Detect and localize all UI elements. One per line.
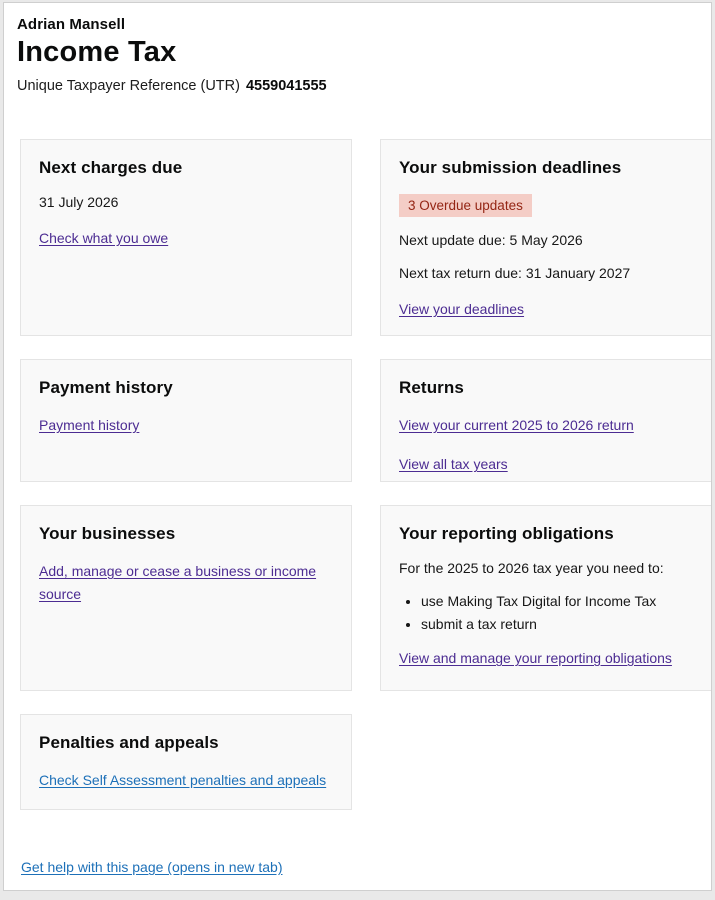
check-what-you-owe-link[interactable]: Check what you owe (39, 230, 169, 246)
utr-value: 4559041555 (245, 78, 327, 94)
obligations-list (421, 593, 693, 632)
card-returns (380, 359, 712, 482)
card-title: Payment history (39, 378, 173, 397)
add-manage-cease-business-link[interactable]: Add, manage or cease a business or income source (39, 563, 317, 603)
obligation-item: • submit a tax return (421, 616, 693, 632)
card-submission-deadlines (380, 139, 712, 336)
card-payment-history (20, 359, 352, 482)
next-update-due: Next update due: 5 May 2026 (399, 232, 583, 248)
utr-line (17, 78, 711, 94)
overdue-updates-badge: 3 Overdue updates (399, 194, 532, 217)
utr-label: Unique Taxpayer Reference (UTR) (17, 78, 240, 94)
view-manage-obligations-link[interactable]: View and manage your reporting obligations (399, 650, 672, 666)
card-title: Next charges due (39, 158, 183, 177)
footer (21, 859, 711, 877)
view-current-return-link[interactable]: View your current 2025 to 2026 return (399, 417, 634, 433)
page-title: Income Tax (17, 36, 177, 68)
card-title: Returns (399, 378, 464, 397)
card-your-businesses (20, 505, 352, 691)
card-title: Your businesses (39, 524, 176, 543)
view-all-tax-years-link[interactable]: View all tax years (399, 456, 508, 473)
card-title: Your submission deadlines (399, 158, 622, 177)
card-title: Your reporting obligations (399, 524, 614, 543)
next-tax-return-due: Next tax return due: 31 January 2027 (399, 265, 631, 281)
next-charge-date: 31 July 2026 (39, 194, 119, 210)
page (3, 2, 712, 891)
card-penalties-appeals (20, 714, 352, 810)
obligation-item: • use Making Tax Digital for Income Tax (421, 593, 693, 609)
card-next-charges-due (20, 139, 352, 336)
view-your-deadlines-link[interactable]: View your deadlines (399, 301, 525, 317)
main-content (4, 3, 711, 877)
check-penalties-appeals-link[interactable]: Check Self Assessment penalties and appeals (39, 772, 327, 788)
obligations-intro: For the 2025 to 2026 tax year you need to: (399, 560, 664, 576)
card-reporting-obligations (380, 505, 712, 691)
card-title: Penalties and appeals (39, 733, 219, 752)
payment-history-link[interactable]: Payment history (39, 417, 140, 433)
card-grid (20, 139, 712, 810)
user-name-caption: Adrian Mansell (17, 16, 126, 33)
get-help-link[interactable]: Get help with this page (opens in new tab) (21, 859, 283, 875)
